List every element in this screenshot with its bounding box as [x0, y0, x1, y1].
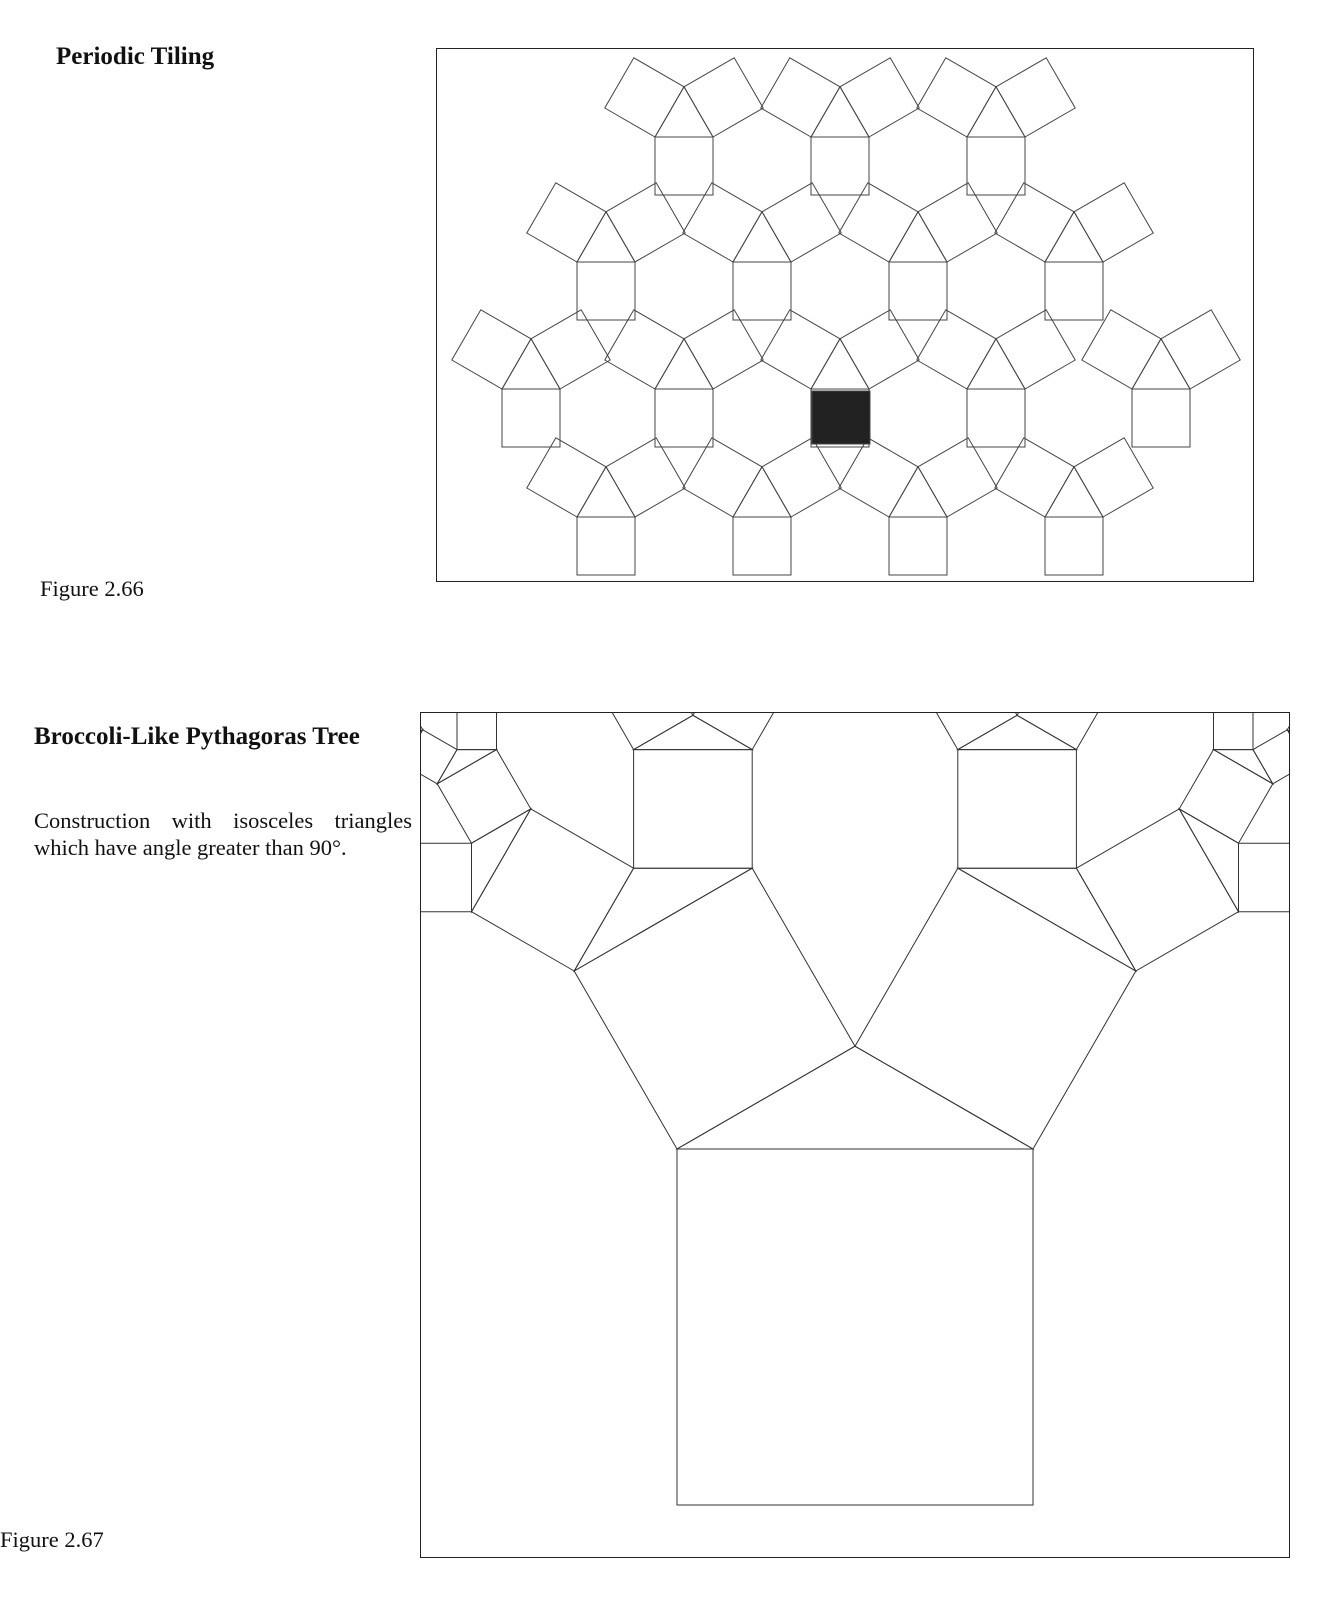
section-title-periodic-tiling: Periodic Tiling [56, 43, 215, 70]
tile-square [967, 137, 1025, 195]
figure-label-2-67: Figure 2.67 [0, 1527, 104, 1552]
tree-square [599, 713, 693, 750]
tile-triangle [655, 339, 713, 389]
tile-square [605, 310, 684, 389]
section-title-pythagoras-tree: Broccoli-Like Pythagoras Tree [34, 723, 360, 750]
tree-triangle [472, 809, 531, 912]
tree-triangle [1214, 750, 1273, 784]
tree-triangle [574, 868, 752, 971]
tree-triangle [634, 715, 753, 749]
tree-square [1214, 713, 1254, 750]
tile-square [1161, 310, 1240, 389]
tile-square [733, 262, 791, 320]
tile-square [996, 310, 1075, 389]
tree-square [574, 868, 855, 1149]
tree-triangle [421, 730, 423, 764]
tile-square [889, 262, 947, 320]
tile-square [733, 517, 791, 575]
tile-square [996, 58, 1075, 137]
tile-square [452, 310, 531, 389]
tile-square [917, 310, 996, 389]
tile-square [761, 310, 840, 389]
tile-square [917, 58, 996, 137]
tile-triangle [811, 87, 869, 137]
tile-square [1132, 389, 1190, 447]
tree-triangle [1179, 809, 1238, 912]
tree-square [1076, 809, 1238, 971]
tile-triangle [1132, 339, 1190, 389]
tile-square [683, 438, 762, 517]
tile-triangle [655, 87, 713, 137]
tile-square [1045, 517, 1103, 575]
tiling-shapes [452, 58, 1240, 575]
tile-square [1074, 438, 1153, 517]
tile-square [577, 262, 635, 320]
tree-square [1017, 713, 1111, 750]
pythagoras-tree-figure [420, 712, 1290, 1558]
tree-square [693, 713, 787, 750]
tree-square [421, 843, 472, 912]
tile-square [527, 438, 606, 517]
tile-triangle [889, 467, 947, 517]
section-description: Construction with isosceles triangles which have angle greater than 90°. [34, 808, 412, 860]
pythagoras-tree-illustration [421, 713, 1289, 1557]
tree-square [1239, 843, 1290, 912]
tree-square [457, 713, 497, 750]
tile-square [918, 438, 997, 517]
tree-square [677, 1149, 1033, 1505]
tree-triangle [958, 715, 1077, 749]
tile-square [1082, 310, 1161, 389]
tile-square [502, 389, 560, 447]
tile-square [527, 183, 606, 262]
tile-triangle [811, 339, 869, 389]
highlighted-tile [812, 391, 870, 444]
tile-square [577, 517, 635, 575]
tile-triangle [1045, 212, 1103, 262]
tile-square [1074, 183, 1153, 262]
tile-square [655, 137, 713, 195]
tree-square [958, 750, 1077, 869]
tile-square [762, 438, 841, 517]
tile-square [811, 137, 869, 195]
tile-square [531, 310, 610, 389]
tile-square [967, 389, 1025, 447]
tile-triangle [577, 212, 635, 262]
tile-triangle [733, 467, 791, 517]
tree-square [421, 713, 423, 741]
tile-triangle [967, 339, 1025, 389]
tree-square [634, 750, 753, 869]
tree-square [472, 809, 634, 971]
tile-triangle [889, 212, 947, 262]
tree-square [437, 750, 531, 844]
tree-square [855, 868, 1136, 1149]
periodic-tiling-illustration [437, 49, 1253, 581]
tile-square [889, 517, 947, 575]
tree-square [1179, 750, 1273, 844]
tree-triangle [677, 1046, 1033, 1149]
tile-square [839, 438, 918, 517]
tree-triangle [437, 750, 496, 784]
tile-square [606, 438, 685, 517]
tile-square [605, 58, 684, 137]
periodic-tiling-figure [436, 48, 1254, 582]
tile-triangle [1045, 467, 1103, 517]
figure-label-2-66: Figure 2.66 [40, 576, 144, 601]
tile-triangle [967, 87, 1025, 137]
tree-triangle [958, 868, 1136, 971]
tile-square [655, 389, 713, 447]
tile-square [840, 58, 919, 137]
tile-square [1045, 262, 1103, 320]
tree-square [924, 713, 1018, 750]
tile-triangle [577, 467, 635, 517]
tree-triangle [1287, 730, 1289, 764]
tile-square [684, 310, 763, 389]
tile-triangle [502, 339, 560, 389]
tile-square [995, 438, 1074, 517]
tree-square [1287, 713, 1289, 741]
tile-square [684, 58, 763, 137]
tree-shapes [421, 713, 1289, 1505]
tile-triangle [733, 212, 791, 262]
tile-square [761, 58, 840, 137]
tile-square [840, 310, 919, 389]
